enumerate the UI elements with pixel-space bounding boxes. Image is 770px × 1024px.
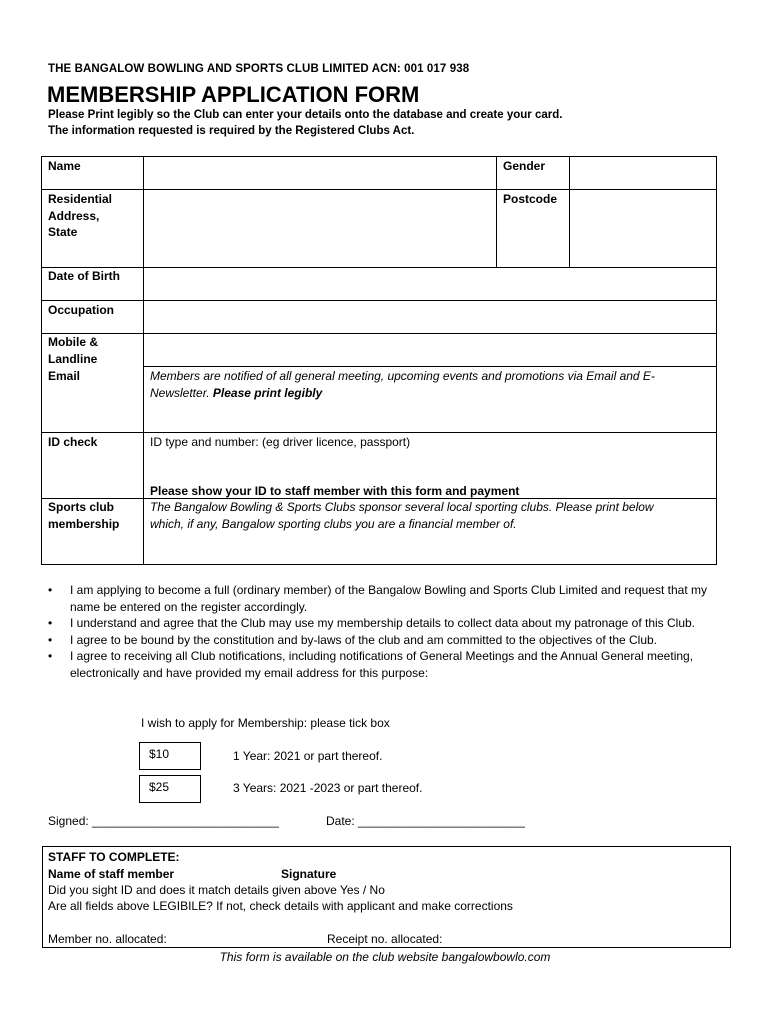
sight-id-question: Did you sight ID and does it match details given above Yes / No [48, 883, 385, 897]
id-show-note: Please show your ID to staff member with this form and payment [150, 484, 520, 498]
bullet-icon: • [48, 583, 53, 597]
id-check-label: ID check [48, 435, 98, 449]
list-item: • I agree to receiving all Club notifications, including notifications of General Meetings and the Annual General meeting, electronically and have provided my email address for this purpose: [48, 649, 694, 680]
email-label: Email [48, 369, 81, 383]
occupation-label: Occupation [48, 303, 115, 317]
dob-input[interactable] [144, 268, 716, 300]
intro-line-1: Please Print legibly so the Club can enter your details onto the database and create your card. [48, 109, 563, 121]
footer-note: This form is available on the club website bangalowbowlo.com [219, 950, 551, 964]
staff-signature-label: Signature [281, 867, 337, 881]
residential-label: Residential Address, State [48, 192, 113, 239]
postcode-input[interactable] [570, 190, 716, 267]
list-item: • I am applying to become a full (ordinary member) of the Bangalow Bowling and Sports Club Limited and request that my name be entered on the register accordingly. [48, 583, 707, 614]
email-note[interactable]: Members are notified of all general meeting, upcoming events and promotions via Email and E- Newsletter. Please print legibly [150, 369, 655, 400]
name-input[interactable] [144, 157, 495, 189]
row-divider [41, 432, 717, 433]
tick-box-3-years[interactable] [139, 775, 201, 803]
option-3-years-desc: 3 Years: 2021 -2023 or part thereof. [233, 781, 423, 795]
dob-label: Date of Birth [48, 269, 120, 283]
staff-heading: STAFF TO COMPLETE: [48, 850, 180, 864]
sports-label: Sports club membership [48, 500, 120, 531]
mobile-input[interactable] [144, 334, 716, 366]
postcode-label: Postcode [503, 192, 558, 206]
tick-box-1-year[interactable] [139, 742, 201, 770]
table-gender-divider [496, 156, 497, 267]
member-no-field[interactable]: Member no. allocated: [48, 932, 167, 946]
bullet-icon: • [48, 616, 53, 630]
intro-line-2: The information requested is required by the Registered Clubs Act. [48, 125, 415, 137]
sports-note[interactable]: The Bangalow Bowling & Sports Clubs sponsor several local sporting clubs. Please print below which, if any, Bangalow sporting clubs you are a financial member of. [150, 500, 654, 531]
staff-name-label: Name of staff member [48, 867, 175, 881]
form-title: MEMBERSHIP APPLICATION FORM [47, 82, 420, 107]
staff-section [42, 846, 731, 948]
list-item: • I understand and agree that the Club may use my membership details to collect data about my patronage of this Club. [48, 616, 696, 630]
option-1-year-desc: 1 Year: 2021 or part thereof. [233, 749, 383, 763]
gender-input[interactable] [570, 157, 716, 189]
price-label: $10 [149, 747, 170, 761]
price-label: $25 [149, 780, 170, 794]
id-type-note[interactable]: ID type and number: (eg driver licence, passport) [150, 435, 411, 449]
list-item: • I agree to be bound by the constitution and by-laws of the club and am committed to the objectives of the Club. [48, 632, 658, 647]
mobile-label: Mobile & Landline [48, 335, 98, 366]
membership-prompt: I wish to apply for Membership: please tick box [141, 716, 390, 730]
date-field[interactable]: Date: _________________________ [326, 814, 525, 828]
company-line: THE BANGALOW BOWLING AND SPORTS CLUB LIMITED ACN: 001 017 938 [48, 63, 470, 75]
address-input[interactable] [144, 190, 495, 267]
bullet-icon: • [48, 632, 53, 647]
occupation-input[interactable] [144, 301, 716, 333]
legible-question: Are all fields above LEGIBILE? If not, check details with applicant and make corrections [48, 899, 513, 913]
signed-field[interactable]: Signed: ____________________________ [48, 814, 279, 828]
receipt-no-field[interactable]: Receipt no. allocated: [327, 932, 443, 946]
declaration-list [48, 582, 728, 681]
bullet-icon: • [48, 649, 53, 663]
gender-label: Gender [503, 159, 546, 173]
name-label: Name [48, 159, 81, 173]
row-divider [143, 366, 717, 367]
